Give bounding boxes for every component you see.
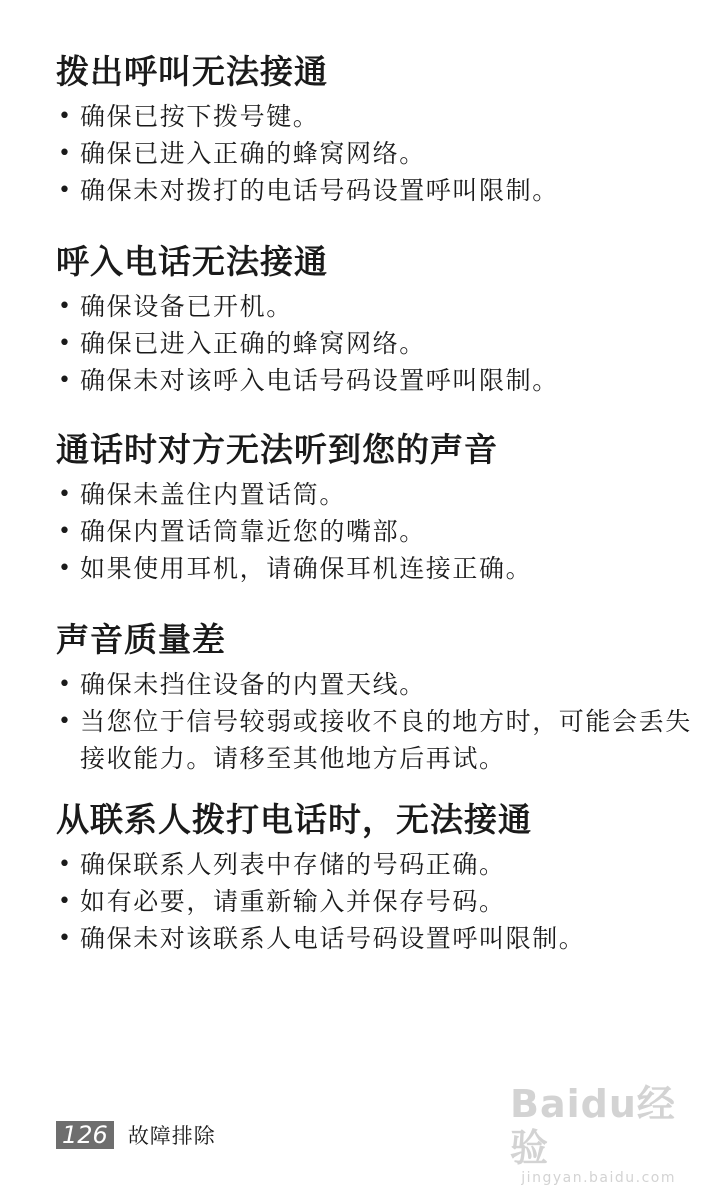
bullet-icon: • bbox=[58, 852, 73, 877]
bullet-icon: • bbox=[58, 331, 73, 356]
page-number: 126 bbox=[56, 1121, 114, 1149]
item-text: 确保已进入正确的蜂窝网络。 bbox=[80, 329, 426, 358]
list-item bbox=[56, 288, 696, 325]
bullet-icon: • bbox=[58, 368, 73, 393]
section-title: 拨出呼叫无法接通 bbox=[56, 52, 328, 91]
section-incoming-call-fail bbox=[56, 242, 696, 399]
bullet-list bbox=[56, 846, 696, 957]
bullet-icon: • bbox=[58, 141, 73, 166]
bullet-icon: • bbox=[58, 889, 73, 914]
list-item bbox=[56, 703, 696, 777]
list-item bbox=[56, 98, 696, 135]
bullet-icon: • bbox=[58, 482, 73, 507]
section-other-party-cannot-hear bbox=[56, 430, 696, 587]
item-text: 确保已进入正确的蜂窝网络。 bbox=[80, 139, 426, 168]
bullet-list bbox=[56, 476, 696, 587]
list-item bbox=[56, 476, 696, 513]
section-title: 呼入电话无法接通 bbox=[56, 242, 328, 281]
item-text: 如有必要，请重新输入并保存号码。 bbox=[80, 887, 506, 916]
list-item bbox=[56, 325, 696, 362]
bullet-icon: • bbox=[58, 178, 73, 203]
list-item bbox=[56, 883, 696, 920]
bullet-icon: • bbox=[58, 519, 73, 544]
bullet-list bbox=[56, 288, 696, 399]
item-text: 确保已按下拨号键。 bbox=[80, 102, 320, 131]
item-text: 确保内置话筒靠近您的嘴部。 bbox=[80, 517, 426, 546]
bullet-icon: • bbox=[58, 672, 73, 697]
section-outgoing-call-fail bbox=[56, 52, 696, 209]
item-text: 确保未对该联系人电话号码设置呼叫限制。 bbox=[80, 924, 586, 953]
list-item bbox=[56, 920, 696, 957]
section-title: 从联系人拨打电话时，无法接通 bbox=[56, 800, 532, 839]
watermark-logo-text: Baidu经验 bbox=[510, 1082, 676, 1170]
list-item bbox=[56, 172, 696, 209]
list-item bbox=[56, 362, 696, 399]
bullet-icon: • bbox=[58, 556, 73, 581]
item-text: 确保未挡住设备的内置天线。 bbox=[80, 670, 426, 699]
bullet-icon: • bbox=[58, 294, 73, 319]
item-text: 确保未盖住内置话筒。 bbox=[80, 480, 347, 509]
list-item bbox=[56, 513, 696, 550]
section-contact-call-fail bbox=[56, 800, 696, 957]
page-footer bbox=[56, 1120, 216, 1150]
item-text: 确保未对该呼入电话号码设置呼叫限制。 bbox=[80, 366, 559, 395]
section-title: 声音质量差 bbox=[56, 620, 226, 659]
bullet-list bbox=[56, 666, 696, 777]
item-text: 当您位于信号较弱或接收不良的地方时，可能会丢失接收能力。请移至其他地方后再试。 bbox=[80, 707, 692, 773]
item-text: 确保设备已开机。 bbox=[80, 292, 293, 321]
watermark-url: jingyan.baidu.com bbox=[521, 1170, 676, 1186]
list-item bbox=[56, 550, 696, 587]
list-item bbox=[56, 666, 696, 703]
chapter-label: 故障排除 bbox=[127, 1124, 216, 1148]
item-text: 确保联系人列表中存储的号码正确。 bbox=[80, 850, 506, 879]
list-item bbox=[56, 846, 696, 883]
item-text: 确保未对拨打的电话号码设置呼叫限制。 bbox=[80, 176, 559, 205]
bullet-icon: • bbox=[58, 709, 73, 734]
bullet-icon: • bbox=[58, 926, 73, 951]
bullet-list bbox=[56, 98, 696, 209]
section-title: 通话时对方无法听到您的声音 bbox=[56, 430, 498, 469]
item-text: 如果使用耳机，请确保耳机连接正确。 bbox=[80, 554, 533, 583]
section-poor-sound-quality bbox=[56, 620, 696, 777]
baidu-watermark bbox=[510, 1082, 680, 1186]
list-item bbox=[56, 135, 696, 172]
bullet-icon: • bbox=[58, 104, 73, 129]
